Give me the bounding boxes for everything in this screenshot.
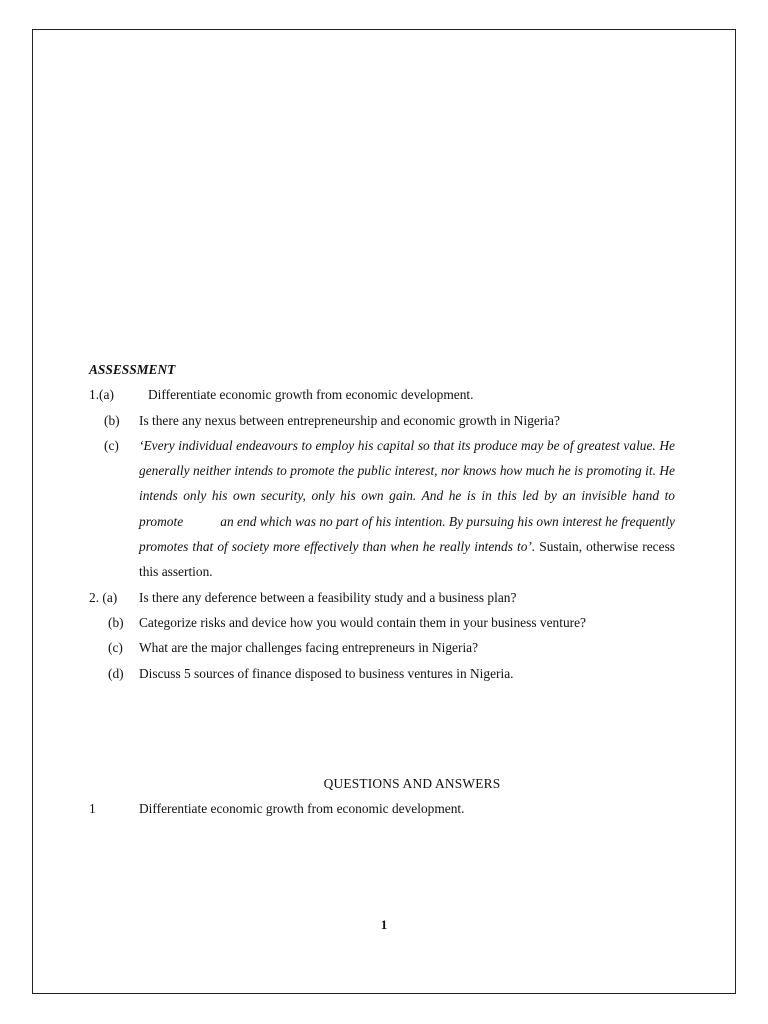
- question-label: 1.(a): [89, 387, 114, 403]
- question-2d: [89, 661, 675, 686]
- question-text: Is there any nexus between entrepreneurship and economic growth in Nigeria?: [139, 412, 560, 428]
- qa-item-label: 1: [89, 801, 96, 817]
- question-label: (b): [108, 614, 124, 630]
- question-text: Differentiate economic growth from economic development.: [148, 387, 474, 403]
- question-label: (c): [108, 640, 123, 656]
- question-1b: [89, 408, 675, 433]
- question-1c: [89, 433, 679, 585]
- document-body: [89, 357, 679, 821]
- question-text: Categorize risks and device how you would contain them in your business venture?: [139, 614, 586, 630]
- question-text: Discuss 5 sources of finance disposed to business ventures in Nigeria.: [139, 665, 514, 681]
- page-number: 1: [380, 917, 388, 932]
- quotation: ‘Every individual endeavours to employ his capital so that its produce may be of greatest value. He generally neither intends to promote the public interest, nor knows how much he is promoting it. He intends only his own security, only his own gain. And he is in this led by an invisible hand to promote an end which was no part of his intention. By pursuing his own interest he frequently promotes that of society more effectively than when he really intends to’.: [139, 437, 679, 555]
- qa-title: QUESTIONS AND ANSWERS: [323, 775, 501, 791]
- qa-item-text: Differentiate economic growth from economic development.: [139, 801, 465, 817]
- question-1a: [89, 382, 675, 407]
- question-2b: [89, 610, 675, 635]
- question-instruction: Sustain, otherwise recess this assertion.: [139, 539, 675, 580]
- question-text: Is there any deference between a feasibility study and a business plan?: [139, 589, 517, 605]
- question-text: [139, 433, 679, 585]
- question-label: (d): [108, 665, 124, 681]
- question-label: (b): [104, 412, 120, 428]
- question-2c: [89, 635, 675, 660]
- question-text: What are the major challenges facing entrepreneurs in Nigeria?: [139, 640, 479, 656]
- assessment-heading: ASSESSMENT: [89, 362, 176, 377]
- question-label: (c): [104, 437, 119, 453]
- qa-item-1: [89, 796, 675, 821]
- question-label: 2. (a): [89, 589, 118, 605]
- question-2a: [89, 585, 675, 610]
